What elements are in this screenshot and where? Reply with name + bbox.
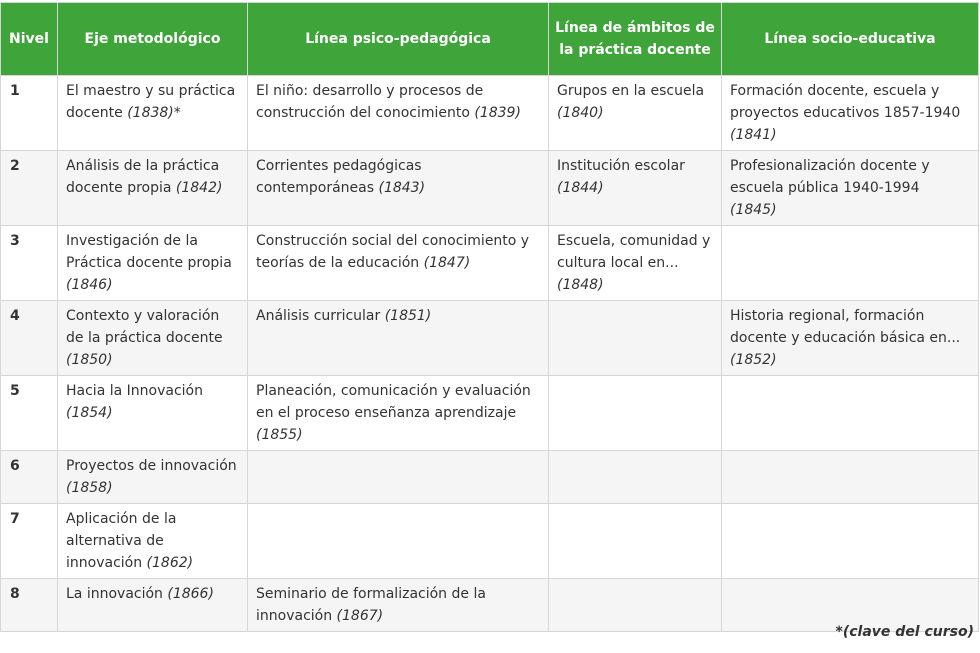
cell-socio bbox=[722, 451, 979, 504]
cell-level: 2 bbox=[1, 151, 58, 226]
cell-psico bbox=[248, 226, 549, 301]
cell-eje bbox=[58, 451, 248, 504]
footnote-mark: * bbox=[173, 105, 181, 121]
cell-socio bbox=[722, 226, 979, 301]
header-linea-ambitos: Línea de ámbitos de la práctica docente bbox=[549, 3, 722, 76]
table-row bbox=[1, 504, 979, 579]
course-name: Escuela, comunidad y cultura local en... bbox=[557, 233, 711, 271]
cell-eje bbox=[58, 151, 248, 226]
header-eje-metodologico: Eje metodológico bbox=[58, 3, 248, 76]
header-linea-socio-educativa: Línea socio-educativa bbox=[722, 3, 979, 76]
cell-ambitos bbox=[549, 226, 722, 301]
cell-psico bbox=[248, 376, 549, 451]
course-name: Construcción social del conocimiento y teorías de la educación bbox=[256, 233, 530, 271]
course-name: Corrientes pedagógicas contemporáneas bbox=[256, 158, 422, 196]
course-name: Grupos en la escuela bbox=[557, 83, 705, 99]
course-name: Análisis de la práctica docente propia bbox=[66, 158, 220, 196]
course-code: (1838) bbox=[127, 105, 174, 121]
table-row bbox=[1, 76, 979, 151]
cell-ambitos bbox=[549, 376, 722, 451]
cell-level: 1 bbox=[1, 76, 58, 151]
course-code: (1847) bbox=[423, 255, 471, 271]
course-name: Aplicación de la alternativa de innovación bbox=[66, 511, 177, 571]
cell-eje bbox=[58, 301, 248, 376]
course-code: (1841) bbox=[730, 127, 777, 143]
course-code: (1839) bbox=[474, 105, 521, 121]
table-row bbox=[1, 451, 979, 504]
course-name: El maestro y su práctica docente bbox=[66, 83, 236, 121]
course-code: (1854) bbox=[66, 405, 113, 421]
course-name: Historia regional, formación docente y educación básica en... bbox=[730, 308, 961, 346]
cell-ambitos bbox=[549, 151, 722, 226]
course-code: (1862) bbox=[146, 555, 194, 571]
course-code: (1858) bbox=[66, 480, 113, 496]
cell-eje bbox=[58, 579, 248, 632]
footnote: *(clave del curso) bbox=[835, 624, 974, 640]
course-name: La innovación bbox=[66, 586, 163, 602]
table-body bbox=[1, 76, 979, 632]
table-row bbox=[1, 579, 979, 632]
table-header-row bbox=[1, 3, 979, 76]
cell-level: 6 bbox=[1, 451, 58, 504]
cell-psico bbox=[248, 76, 549, 151]
cell-ambitos bbox=[549, 451, 722, 504]
cell-psico bbox=[248, 504, 549, 579]
cell-ambitos bbox=[549, 504, 722, 579]
cell-level: 7 bbox=[1, 504, 58, 579]
cell-eje bbox=[58, 76, 248, 151]
cell-psico bbox=[248, 301, 549, 376]
cell-psico bbox=[248, 451, 549, 504]
course-code: (1846) bbox=[66, 277, 113, 293]
cell-socio bbox=[722, 76, 979, 151]
cell-eje bbox=[58, 504, 248, 579]
course-code: (1844) bbox=[557, 180, 604, 196]
course-code: (1848) bbox=[557, 277, 604, 293]
cell-socio bbox=[722, 301, 979, 376]
curriculum-table bbox=[0, 2, 979, 632]
cell-ambitos bbox=[549, 76, 722, 151]
course-name: Hacia la Innovación bbox=[66, 383, 203, 399]
cell-eje bbox=[58, 376, 248, 451]
table-row bbox=[1, 376, 979, 451]
course-name: Institución escolar bbox=[557, 158, 685, 174]
cell-psico bbox=[248, 579, 549, 632]
course-name: El niño: desarrollo y procesos de construcción del conocimiento bbox=[256, 83, 484, 121]
cell-ambitos bbox=[549, 301, 722, 376]
course-code: (1855) bbox=[256, 427, 303, 443]
table-row bbox=[1, 226, 979, 301]
course-code: (1843) bbox=[378, 180, 426, 196]
course-name: Proyectos de innovación bbox=[66, 458, 237, 474]
course-code: (1867) bbox=[336, 608, 384, 624]
course-name: Contexto y valoración de la práctica docente bbox=[66, 308, 223, 346]
cell-level: 3 bbox=[1, 226, 58, 301]
course-name: Seminario de formalización de la innovación bbox=[256, 586, 486, 624]
course-name: Profesionalización docente y escuela pública 1940-1994 bbox=[730, 158, 930, 196]
course-name: Planeación, comunicación y evaluación en el proceso enseñanza aprendizaje bbox=[256, 383, 531, 421]
cell-eje bbox=[58, 226, 248, 301]
cell-ambitos bbox=[549, 579, 722, 632]
cell-level: 8 bbox=[1, 579, 58, 632]
course-code: (1842) bbox=[175, 180, 223, 196]
table-row bbox=[1, 151, 979, 226]
course-code: (1850) bbox=[66, 352, 113, 368]
cell-psico bbox=[248, 151, 549, 226]
course-code: (1845) bbox=[730, 202, 777, 218]
header-nivel: Nivel bbox=[1, 3, 58, 76]
header-linea-psico-pedagogica: Línea psico-pedagógica bbox=[248, 3, 549, 76]
cell-socio bbox=[722, 504, 979, 579]
course-code: (1851) bbox=[384, 308, 432, 324]
course-code: (1866) bbox=[167, 586, 214, 602]
course-code: (1852) bbox=[730, 352, 777, 368]
table-row bbox=[1, 301, 979, 376]
cell-socio bbox=[722, 151, 979, 226]
course-name: Análisis curricular bbox=[256, 308, 381, 324]
course-name: Formación docente, escuela y proyectos educativos 1857-1940 bbox=[730, 83, 961, 121]
cell-socio bbox=[722, 376, 979, 451]
course-code: (1840) bbox=[557, 105, 604, 121]
course-name: Investigación de la Práctica docente propia bbox=[66, 233, 232, 271]
cell-level: 5 bbox=[1, 376, 58, 451]
cell-level: 4 bbox=[1, 301, 58, 376]
